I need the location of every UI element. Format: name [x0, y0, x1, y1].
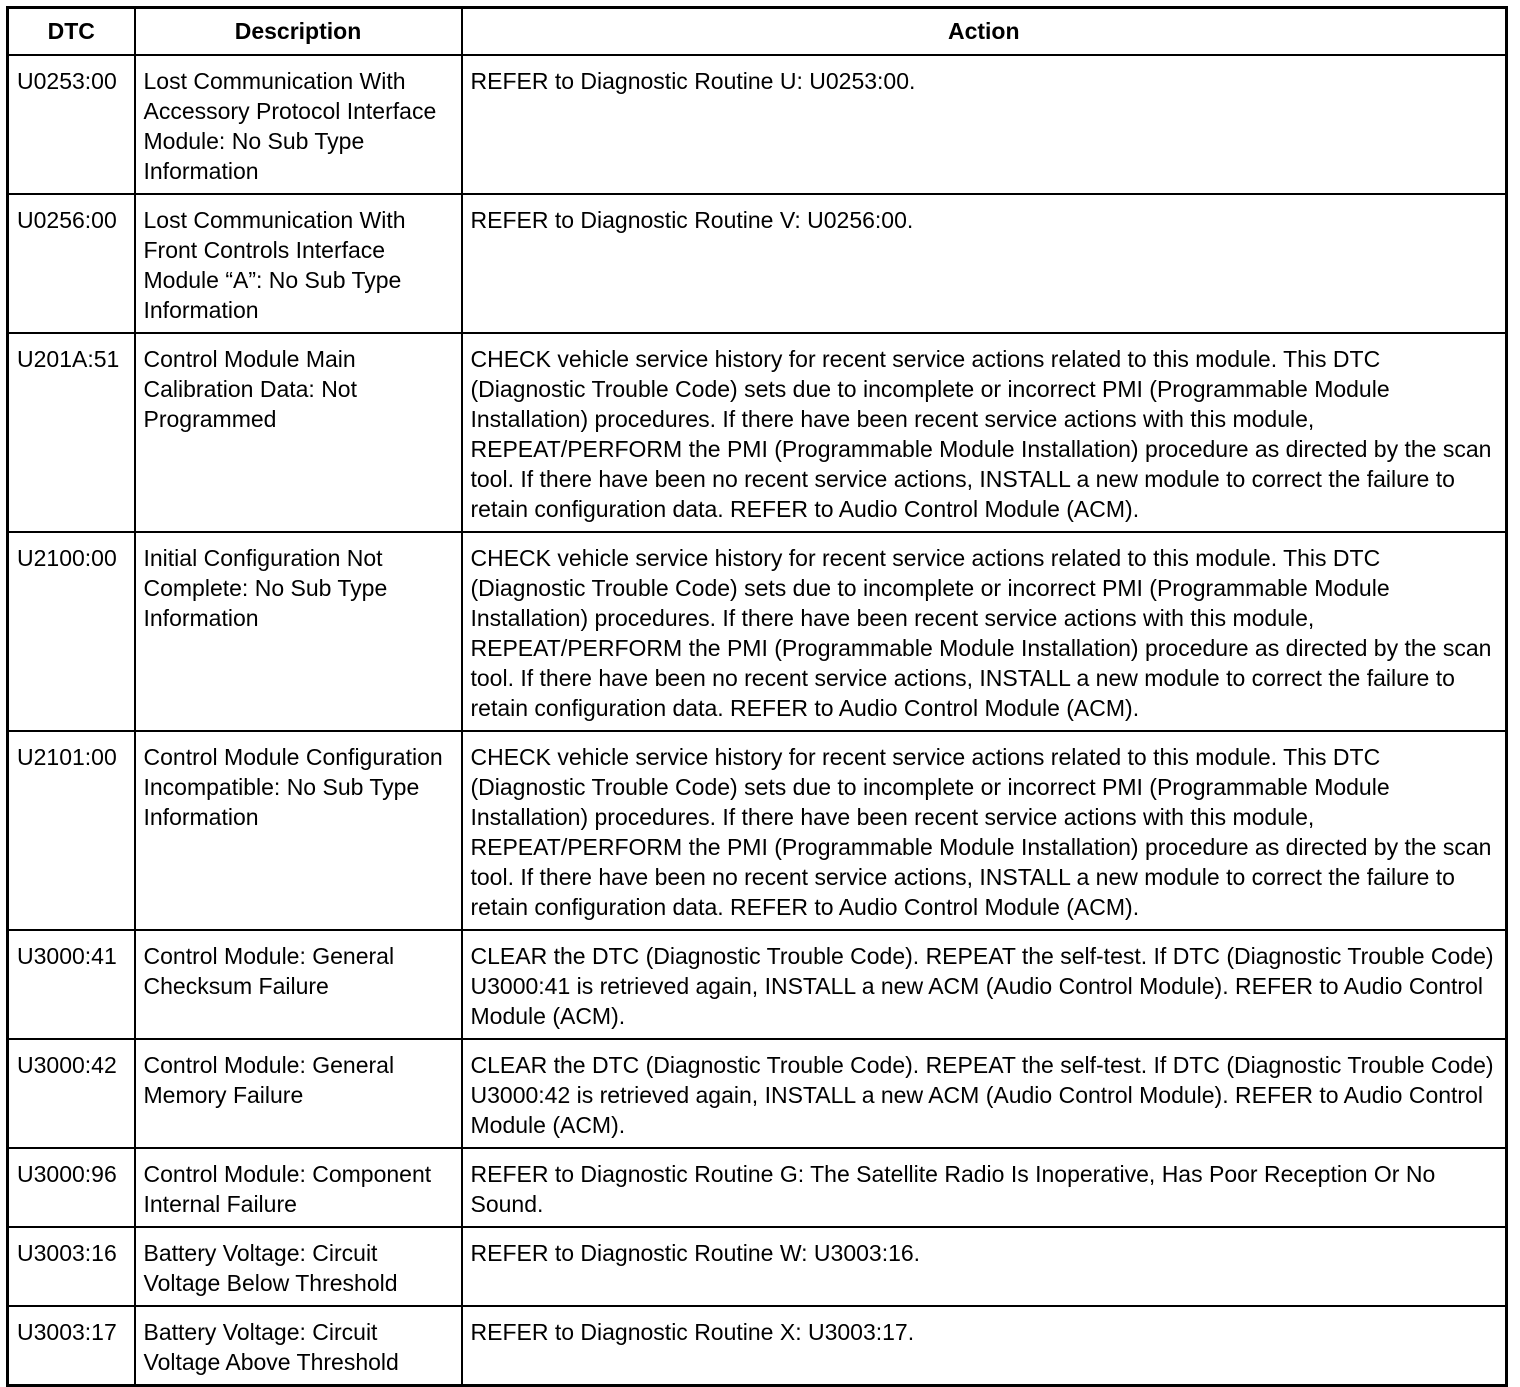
dtc-table	[6, 6, 1508, 1387]
table-row	[8, 1148, 1507, 1227]
table-row	[8, 1306, 1507, 1386]
table-row	[8, 55, 1507, 194]
header-action: Action	[462, 8, 1507, 56]
dtc-code: U0253:00	[8, 55, 135, 194]
dtc-code: U3000:42	[8, 1039, 135, 1148]
dtc-action: REFER to Diagnostic Routine G: The Satellite Radio Is Inoperative, Has Poor Reception Or No Sound.	[462, 1148, 1507, 1227]
dtc-code: U3003:16	[8, 1227, 135, 1306]
dtc-description: Battery Voltage: Circuit Voltage Above Threshold	[135, 1306, 462, 1386]
dtc-action: CLEAR the DTC (Diagnostic Trouble Code). REPEAT the self-test. If DTC (Diagnostic Trouble Code) U3000:41 is retrieved again, INSTALL a new ACM (Audio Control Module). REFER to Audio Control Module (ACM).	[462, 930, 1507, 1039]
table-row	[8, 1039, 1507, 1148]
dtc-code: U3003:17	[8, 1306, 135, 1386]
dtc-action: CLEAR the DTC (Diagnostic Trouble Code). REPEAT the self-test. If DTC (Diagnostic Trouble Code) U3000:42 is retrieved again, INSTALL a new ACM (Audio Control Module). REFER to Audio Control Module (ACM).	[462, 1039, 1507, 1148]
dtc-action: REFER to Diagnostic Routine X: U3003:17.	[462, 1306, 1507, 1386]
table-row	[8, 930, 1507, 1039]
dtc-action: REFER to Diagnostic Routine U: U0253:00.	[462, 55, 1507, 194]
dtc-description: Control Module: General Memory Failure	[135, 1039, 462, 1148]
header-dtc: DTC	[8, 8, 135, 56]
table-row	[8, 731, 1507, 930]
dtc-description: Control Module Main Calibration Data: Not Programmed	[135, 333, 462, 532]
header-description: Description	[135, 8, 462, 56]
table-row	[8, 333, 1507, 532]
dtc-code: U2101:00	[8, 731, 135, 930]
table-row	[8, 1227, 1507, 1306]
table-header-row	[8, 8, 1507, 56]
dtc-code: U2100:00	[8, 532, 135, 731]
dtc-action: CHECK vehicle service history for recent service actions related to this module. This DTC (Diagnostic Trouble Code) sets due to incomplete or incorrect PMI (Programmable Module Installation) procedures. If there have been recent service actions with this module, REPEAT/PERFORM the PMI (Programmable Module Installation) procedure as directed by the scan tool. If there have been no recent service actions, INSTALL a new module to correct the failure to retain configuration data. REFER to Audio Control Module (ACM).	[462, 532, 1507, 731]
dtc-description: Lost Communication With Accessory Protocol Interface Module: No Sub Type Information	[135, 55, 462, 194]
dtc-action: REFER to Diagnostic Routine V: U0256:00.	[462, 194, 1507, 333]
dtc-description: Battery Voltage: Circuit Voltage Below Threshold	[135, 1227, 462, 1306]
dtc-description: Initial Configuration Not Complete: No Sub Type Information	[135, 532, 462, 731]
dtc-action: CHECK vehicle service history for recent service actions related to this module. This DTC (Diagnostic Trouble Code) sets due to incomplete or incorrect PMI (Programmable Module Installation) procedures. If there have been recent service actions with this module, REPEAT/PERFORM the PMI (Programmable Module Installation) procedure as directed by the scan tool. If there have been no recent service actions, INSTALL a new module to correct the failure to retain configuration data. REFER to Audio Control Module (ACM).	[462, 731, 1507, 930]
dtc-action: REFER to Diagnostic Routine W: U3003:16.	[462, 1227, 1507, 1306]
dtc-description: Control Module: General Checksum Failure	[135, 930, 462, 1039]
dtc-description: Control Module: Component Internal Failure	[135, 1148, 462, 1227]
dtc-code: U201A:51	[8, 333, 135, 532]
dtc-code: U3000:96	[8, 1148, 135, 1227]
dtc-code: U0256:00	[8, 194, 135, 333]
dtc-action: CHECK vehicle service history for recent service actions related to this module. This DTC (Diagnostic Trouble Code) sets due to incomplete or incorrect PMI (Programmable Module Installation) procedures. If there have been recent service actions with this module, REPEAT/PERFORM the PMI (Programmable Module Installation) procedure as directed by the scan tool. If there have been no recent service actions, INSTALL a new module to correct the failure to retain configuration data. REFER to Audio Control Module (ACM).	[462, 333, 1507, 532]
table-row	[8, 532, 1507, 731]
table-row	[8, 194, 1507, 333]
dtc-description: Lost Communication With Front Controls Interface Module “A”: No Sub Type Information	[135, 194, 462, 333]
dtc-code: U3000:41	[8, 930, 135, 1039]
dtc-description: Control Module Configuration Incompatible: No Sub Type Information	[135, 731, 462, 930]
